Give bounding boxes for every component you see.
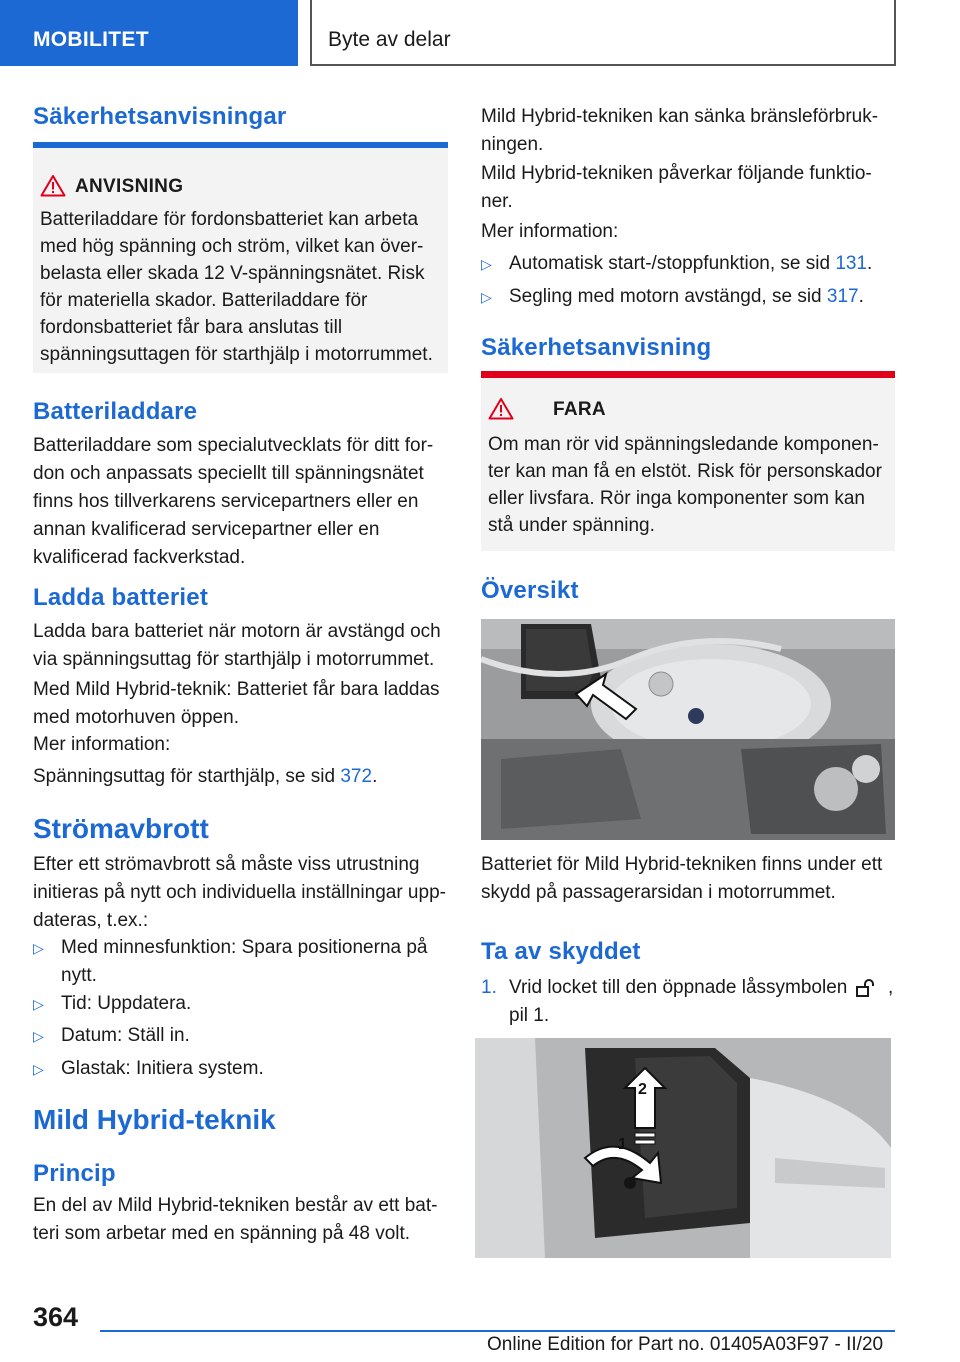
- page-link-131[interactable]: 131: [835, 253, 868, 274]
- danger-box: [481, 371, 895, 551]
- notice-title: ANVISNING: [75, 176, 184, 197]
- list-item-text: Glastak: Initiera system.: [61, 1058, 264, 1079]
- section-label: MOBILITET: [33, 28, 149, 51]
- charge-p1: Ladda bara batteriet när motorn är avstängd och via spänningsuttag för starthjälp i motorrummet.: [33, 621, 441, 670]
- notice-box: [33, 148, 448, 373]
- engine-bay-photo: [481, 619, 895, 840]
- step-text: Vrid locket till den öppnade låssymbolen: [509, 977, 848, 998]
- step-1: [481, 974, 895, 1030]
- overview-heading: Översikt: [481, 577, 579, 604]
- danger-body: Om man rör vid spänningsledande komponenter kan man få en elstöt. Risk för personskador eller livsfara. Rör inga komponenter som kan stå under spänning.: [488, 434, 882, 536]
- right-p3: Mer information:: [481, 221, 619, 242]
- principle-heading: Princip: [33, 1160, 116, 1187]
- charge-p2: Med Mild Hybrid-teknik: Batteriet får bara laddas med motorhuven öppen.: [33, 679, 440, 728]
- list-item: [33, 990, 448, 1018]
- footer-rule: [100, 1330, 895, 1332]
- charger-body: Batteriladdare som specialutvecklats för ditt fordon och anpassats speciellt till spänningsnätet finns hos tillverkarens servicepartners eller en annan kvalificerad servicepartner eller en kvalificerad fackverkstad.: [33, 435, 434, 568]
- engine-bay-illustration: [481, 619, 895, 840]
- principle-body: En del av Mild Hybrid-tekniken består av ett batteri som arbetar med en spänning på 48 volt.: [33, 1195, 438, 1244]
- charger-heading: Batteriladdare: [33, 398, 198, 425]
- charge-p3: Mer information:: [33, 734, 171, 755]
- triangle-bullet-icon: ▷: [33, 1028, 44, 1044]
- triangle-bullet-icon: ▷: [481, 289, 492, 305]
- list-item-text: Segling med motorn avstängd, se sid 317.: [509, 286, 864, 307]
- charge-p4-text: Spänningsuttag för starthjälp, se sid: [33, 766, 341, 787]
- list-item-text: Automatisk start-/stoppfunktion, se sid 131.: [509, 253, 873, 274]
- triangle-bullet-icon: ▷: [33, 940, 44, 956]
- notice-body: Batteriladdare för fordonsbatteriet kan arbeta med hög spänning och ström, vilket kan överbelasta eller skada 12 V-spänningsnätet. Risk för materiella skador. Batteriladdare för fordonsbatteriet får bara anslutas till spänningsuttagen för starthjälp i motorrummet.: [40, 209, 433, 365]
- safety2-heading: Säkerhetsanvisning: [481, 334, 712, 361]
- chapter-label: Byte av delar: [328, 28, 451, 51]
- edition-text: Online Edition for Part no. 01405A03F97 - II/20: [487, 1334, 884, 1355]
- safety-heading: Säkerhetsanvisningar: [33, 103, 287, 130]
- remove-heading: Ta av skyddet: [481, 938, 641, 965]
- triangle-bullet-icon: ▷: [481, 256, 492, 272]
- page-link-317[interactable]: 317: [826, 286, 859, 307]
- outage-body: Efter ett strömavbrott så måste viss utrustning initieras på nytt och individuella inställningar uppdateras, t.ex.:: [33, 854, 446, 931]
- list-item: [481, 250, 895, 278]
- list-item-text: Med minnesfunktion: Spara positionerna på nytt.: [61, 937, 428, 986]
- warning-icon: [40, 174, 66, 197]
- arrow-label-1: 1: [618, 1136, 627, 1153]
- danger-bar: [481, 371, 895, 378]
- list-item: [33, 1022, 448, 1050]
- triangle-bullet-icon: ▷: [33, 996, 44, 1012]
- arrow-label-2: 2: [638, 1081, 647, 1098]
- cover-illustration: [475, 1038, 891, 1258]
- right-p1: Mild Hybrid-tekniken kan sänka bränsleförbrukningen.: [481, 106, 879, 155]
- list-item: [33, 1055, 448, 1083]
- step-text-line2: pil 1.: [509, 1005, 550, 1026]
- section-tab: [0, 0, 298, 66]
- list-item-text: Datum: Ställ in.: [61, 1025, 190, 1046]
- mild-hybrid-heading: Mild Hybrid-teknik: [33, 1104, 276, 1135]
- charge-p4: Spänningsuttag för starthjälp, se sid 372.: [33, 766, 378, 787]
- outage-heading: Strömavbrott: [33, 813, 209, 844]
- list-item-text: Tid: Uppdatera.: [61, 993, 192, 1014]
- unlock-icon: [856, 979, 876, 997]
- list-item: [481, 283, 895, 311]
- triangle-bullet-icon: ▷: [33, 1061, 44, 1077]
- overview-caption: Batteriet för Mild Hybrid-tekniken finns under ett skydd på passagerarsidan i motorrummet.: [481, 854, 883, 903]
- warning-icon: [488, 397, 514, 420]
- page-link-372[interactable]: 372: [340, 766, 373, 787]
- right-p2: Mild Hybrid-tekniken påverkar följande funktioner.: [481, 163, 872, 212]
- charge-heading: Ladda batteriet: [33, 584, 209, 611]
- page-number: 364: [33, 1302, 79, 1332]
- list-item: [33, 934, 448, 990]
- cover-photo: [475, 1038, 891, 1258]
- danger-title: FARA: [553, 399, 606, 420]
- step-text-end: ,: [888, 977, 894, 998]
- step-number: 1.: [481, 977, 497, 998]
- chapter-header: [310, 0, 896, 66]
